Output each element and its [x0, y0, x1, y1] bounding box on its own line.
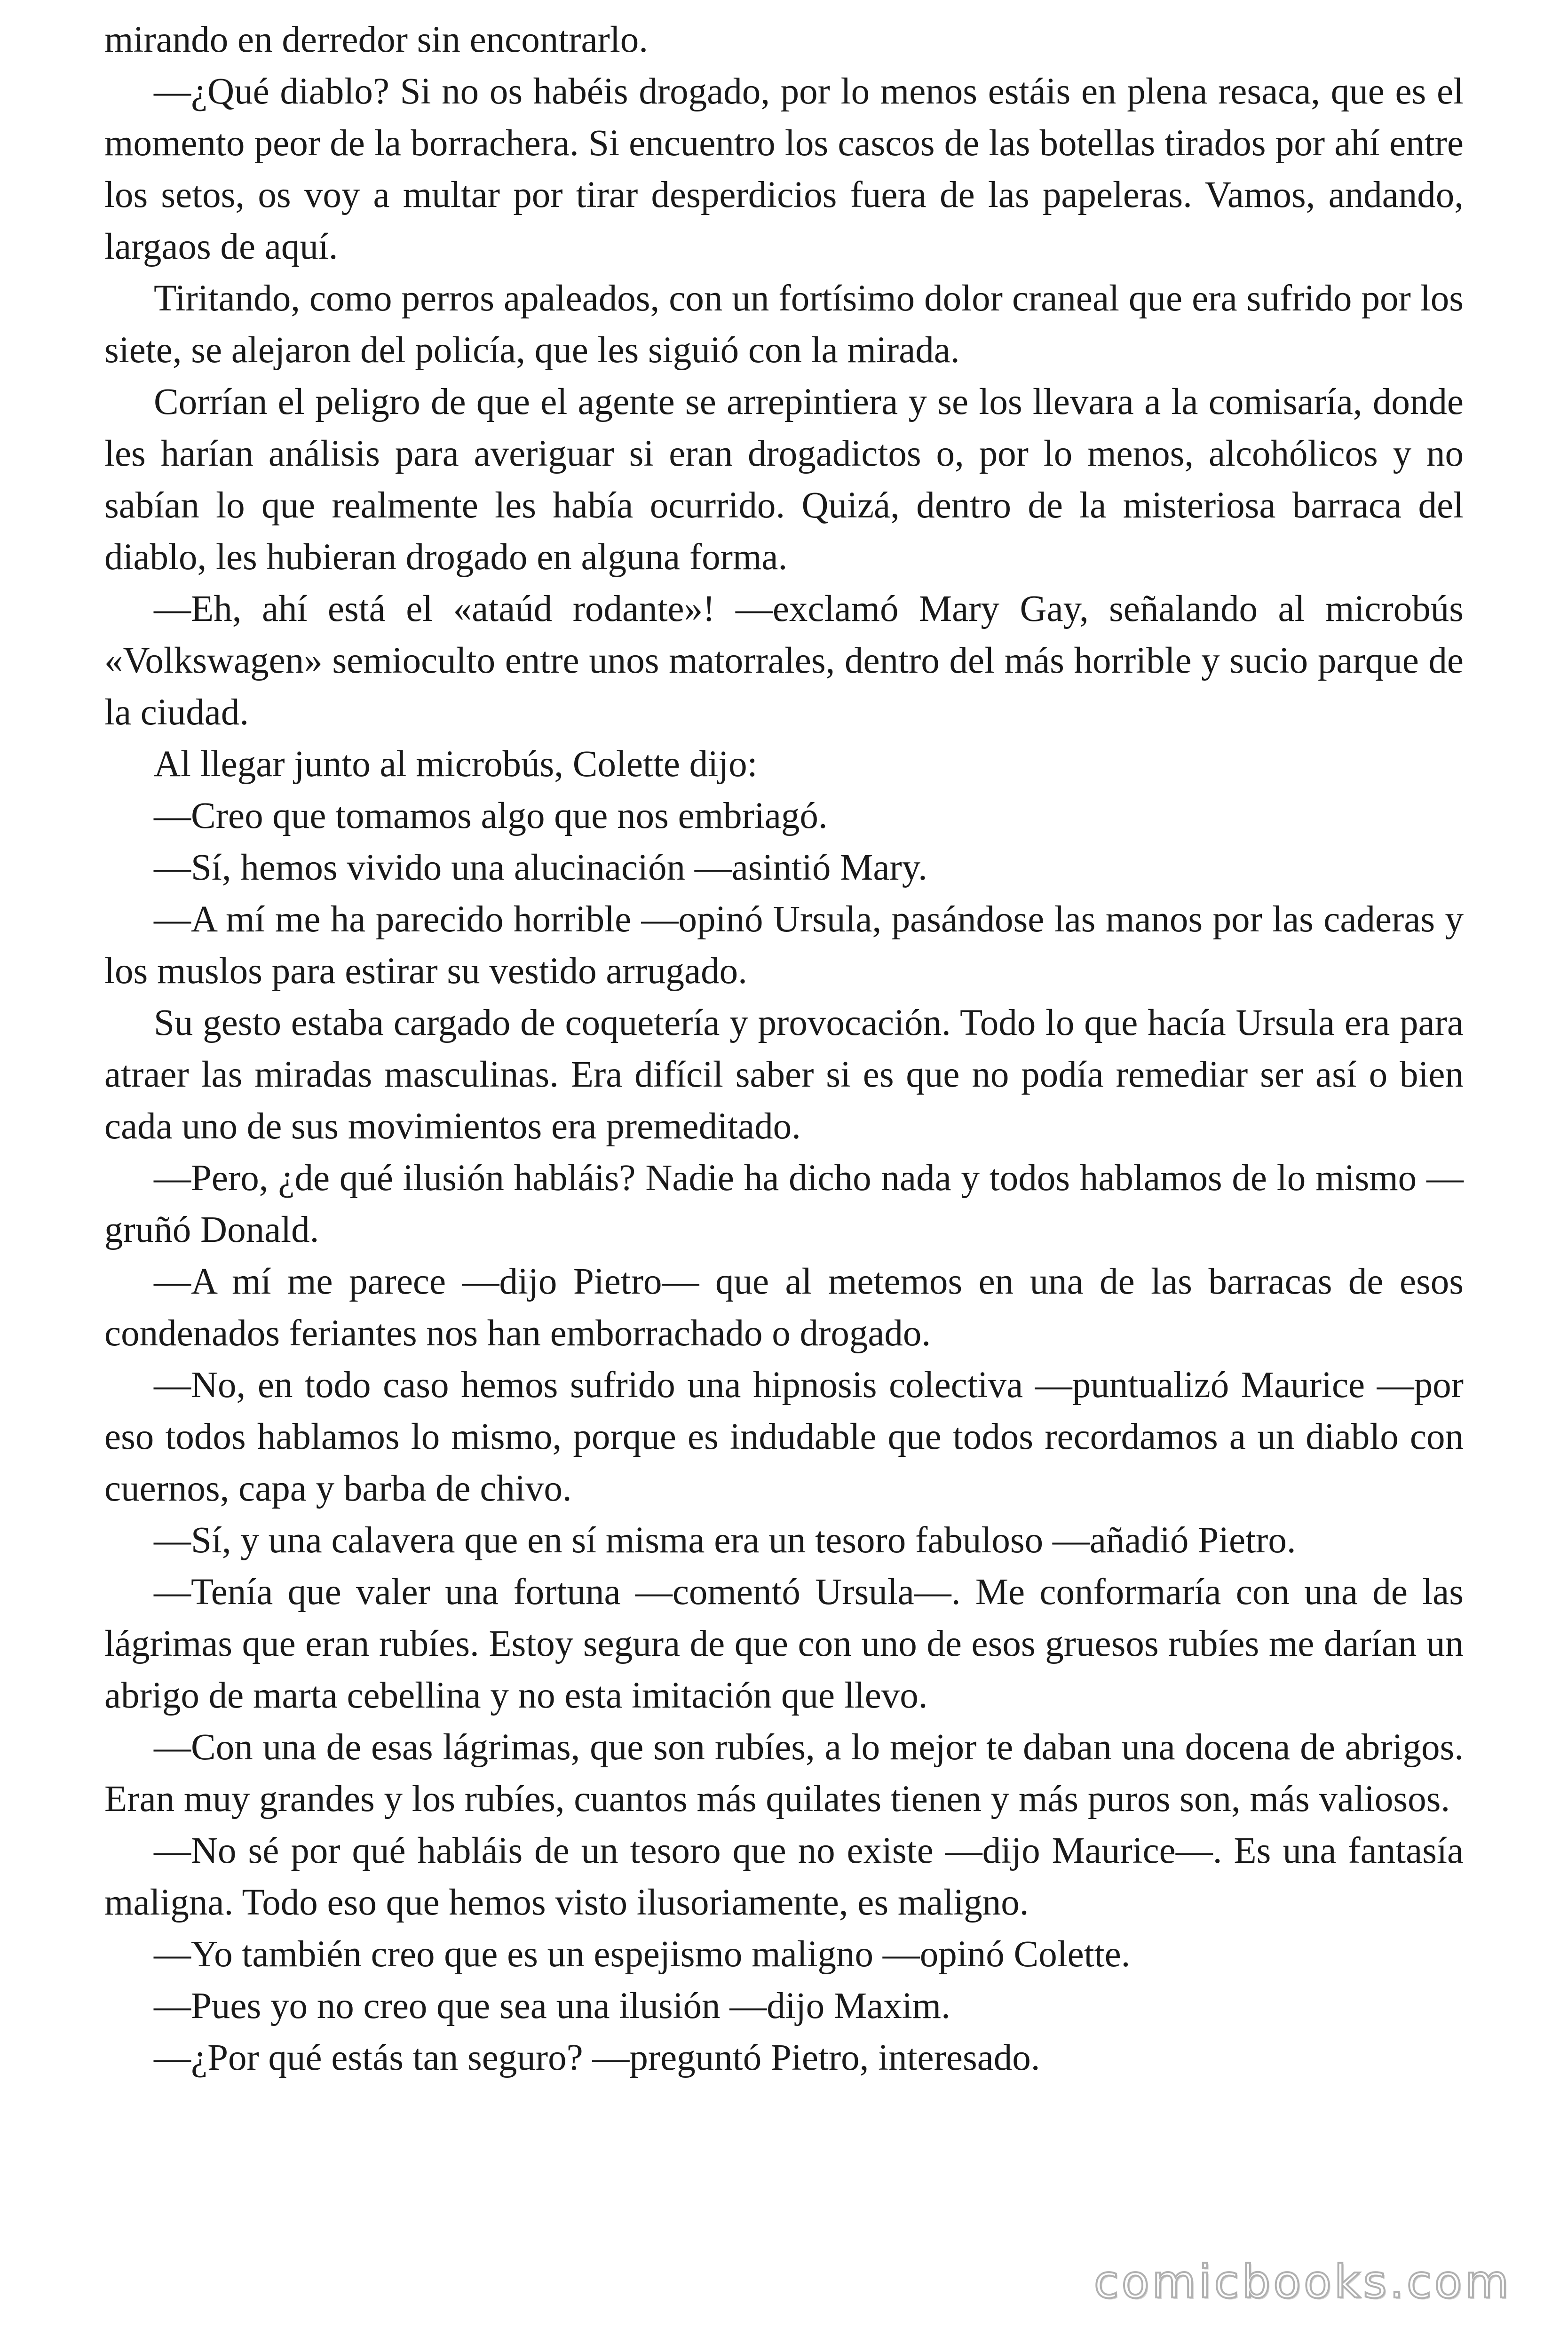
paragraph: —¿Por qué estás tan seguro? —preguntó Pietro, interesado. — [154, 2037, 1040, 2078]
paragraph: mirando en derredor sin encontrarlo. — [104, 19, 649, 60]
paragraph: —Eh, ahí está el «ataúd rodante»! —exclamó Mary Gay, señalando al microbús «Volkswagen» semioculto entre unos matorrales, dentro del más horrible y sucio parque de la ciudad. — [104, 588, 1464, 733]
paragraph: —No, en todo caso hemos sufrido una hipnosis colectiva —puntualizó Maurice —por eso todos hablamos lo mismo, porque es indudable que todos recordamos a un diablo con cuernos, capa y barba de chivo. — [104, 1365, 1464, 1509]
paragraph: —A mí me ha parecido horrible —opinó Ursula, pasándose las manos por las caderas y los muslos para estirar su vestido arrugado. — [104, 899, 1464, 992]
paragraph: —Yo también creo que es un espejismo maligno —opinó Colette. — [154, 1934, 1131, 1975]
paragraph: —No sé por qué habláis de un tesoro que no existe —dijo Maurice—. Es una fantasía maligna. Todo eso que hemos visto ilusoriamente, es maligno. — [104, 1830, 1464, 1923]
paragraph: —Sí, hemos vivido una alucinación —asintió Mary. — [154, 847, 927, 888]
paragraph: —Tenía que valer una fortuna —comentó Ursula—. Me conformaría con una de las lágrimas que eran rubíes. Estoy segura de que con uno de esos gruesos rubíes me darían un abrigo de marta cebellina y no esta imitación que llevo. — [104, 1572, 1464, 1716]
paragraph: —Con una de esas lágrimas, que son rubíes, a lo mejor te daban una docena de abrigos. Eran muy grandes y los rubíes, cuantos más quilates tienen y más puros son, más valiosos. — [104, 1727, 1464, 1820]
paragraph: —Pero, ¿de qué ilusión habláis? Nadie ha dicho nada y todos hablamos de lo mismo —gruñó Donald. — [104, 1158, 1464, 1250]
document-page — [104, 14, 1464, 2084]
paragraph: Al llegar junto al microbús, Colette dijo: — [154, 744, 758, 785]
paragraph: —Creo que tomamos algo que nos embriagó. — [154, 795, 828, 836]
paragraph: Su gesto estaba cargado de coquetería y provocación. Todo lo que hacía Ursula era para atraer las miradas masculinas. Era difícil saber si es que no podía remediar ser así o bien cada uno de sus movimientos era premeditado. — [104, 1002, 1464, 1147]
paragraph: —A mí me parece —dijo Pietro— que al metemos en una de las barracas de esos condenados feriantes nos han emborrachado o drogado. — [104, 1261, 1464, 1354]
paragraph: Tiritando, como perros apaleados, con un fortísimo dolor craneal que era sufrido por los siete, se alejaron del policía, que les siguió con la mirada. — [104, 278, 1464, 371]
paragraph: —Sí, y una calavera que en sí misma era un tesoro fabuloso —añadió Pietro. — [154, 1520, 1296, 1561]
watermark: comicbooks.com — [1093, 2256, 1512, 2308]
paragraph: Corrían el peligro de que el agente se arrepintiera y se los llevara a la comisaría, donde les harían análisis para averiguar si eran drogadictos o, por lo menos, alcohólicos y no sabían lo que realmente les había ocurrido. Quizá, dentro de la misteriosa barraca del diablo, les hubieran drogado en alguna forma. — [104, 381, 1464, 578]
paragraph: —Pues yo no creo que sea una ilusión —dijo Maxim. — [154, 1986, 950, 2026]
paragraph: —¿Qué diablo? Si no os habéis drogado, por lo menos estáis en plena resaca, que es el momento peor de la borrachera. Si encuentro los cascos de las botellas tirados por ahí entre los setos, os voy a multar por tirar desperdicios fuera de las papeleras. Vamos, andando, largaos de aquí. — [104, 71, 1464, 267]
